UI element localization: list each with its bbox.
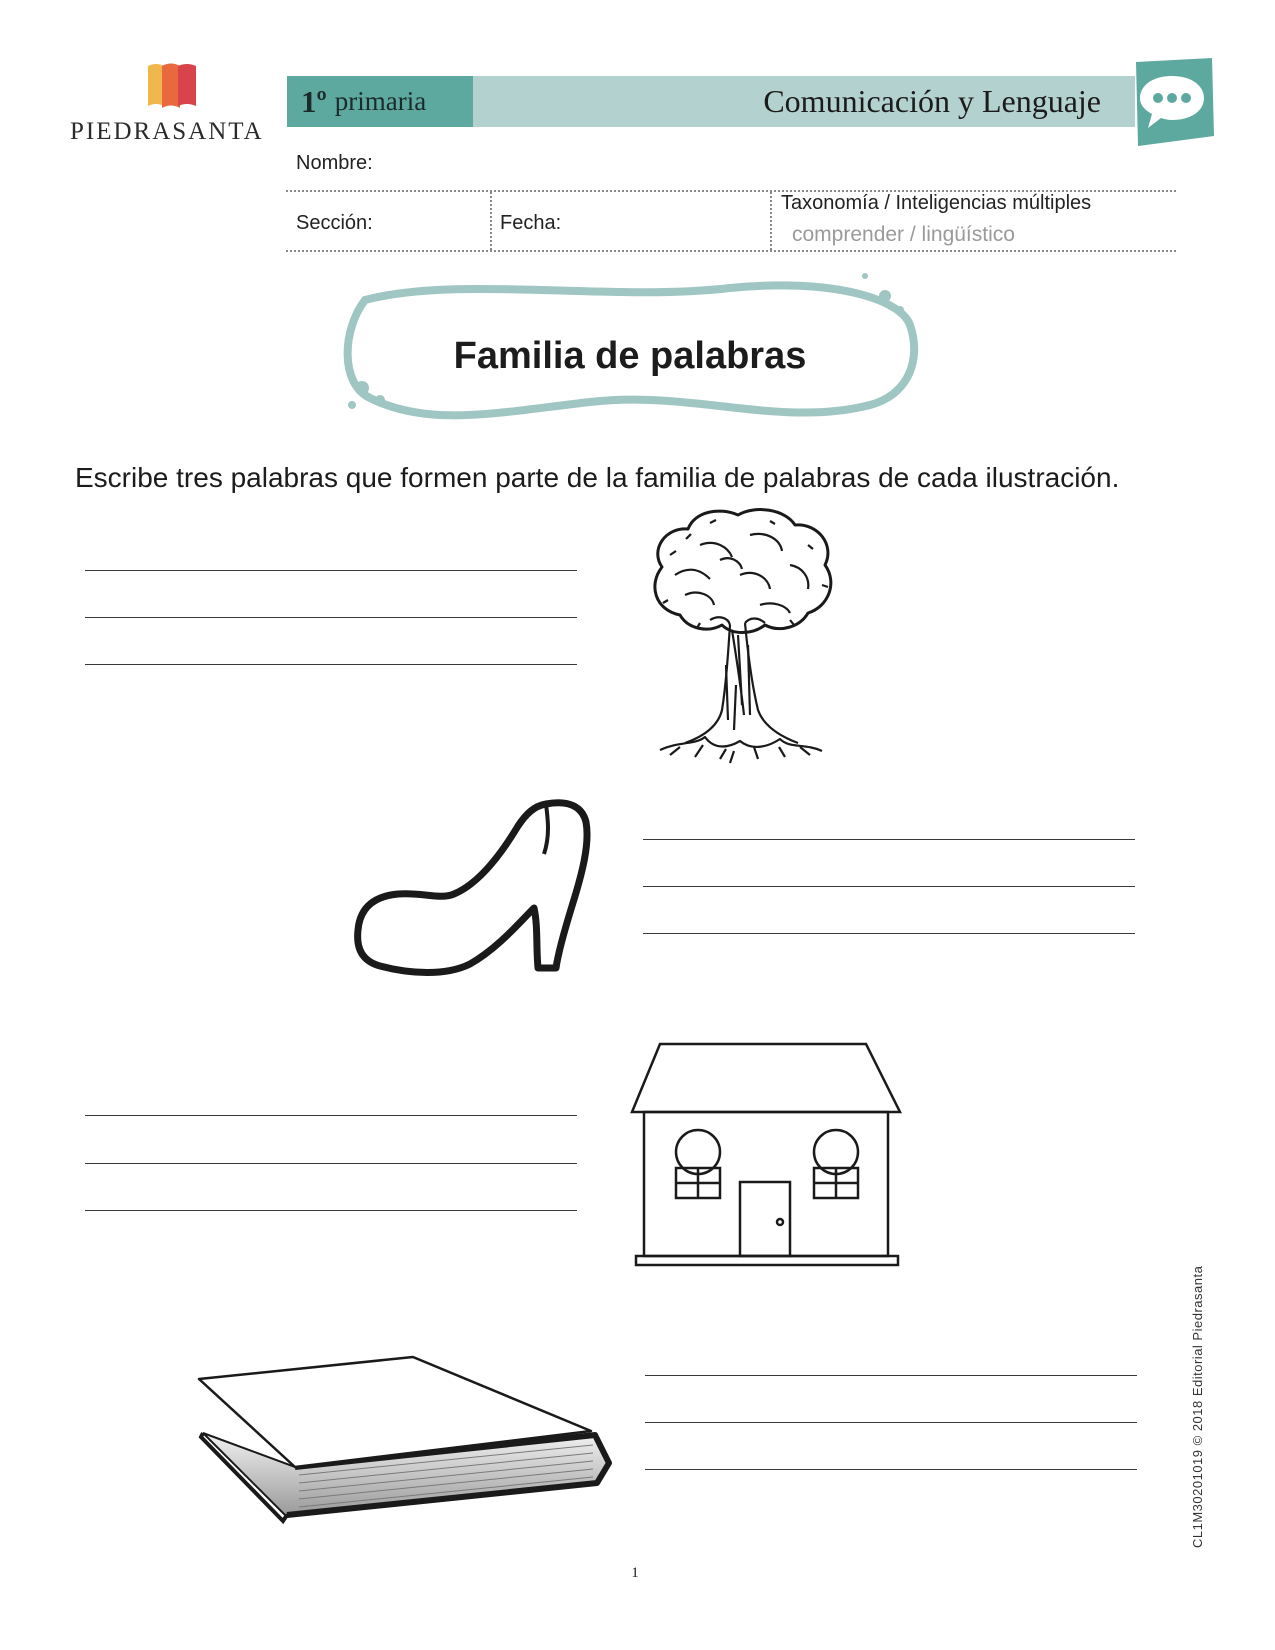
page-number: 1 xyxy=(631,1565,639,1581)
section-label: Sección: xyxy=(296,212,373,234)
chat-bubble-icon xyxy=(1128,56,1216,150)
answer-line[interactable] xyxy=(645,1375,1137,1376)
answer-line[interactable] xyxy=(85,1163,577,1164)
house-illustration xyxy=(628,1040,908,1268)
answer-line[interactable] xyxy=(643,933,1135,934)
subject-band xyxy=(473,76,1135,127)
date-label: Fecha: xyxy=(500,212,562,234)
worksheet-title: Familia de palabras xyxy=(453,335,807,377)
answer-line[interactable] xyxy=(645,1422,1137,1423)
answer-line[interactable] xyxy=(85,1115,577,1116)
answer-line[interactable] xyxy=(643,839,1135,840)
name-label: Nombre: xyxy=(296,152,373,174)
piedrasanta-logo-icon xyxy=(146,62,198,112)
answer-line[interactable] xyxy=(85,664,577,665)
taxonomy-value: comprender / lingüístico xyxy=(792,223,1015,246)
brand-name: PIEDRASANTA xyxy=(70,118,264,145)
form-divider-v1 xyxy=(490,192,492,250)
tree-illustration xyxy=(640,505,840,770)
answer-line[interactable] xyxy=(85,570,577,571)
grade-number: 1º xyxy=(301,83,327,119)
high-heel-shoe-illustration xyxy=(350,796,602,978)
answer-line[interactable] xyxy=(645,1469,1137,1470)
taxonomy-label: Taxonomía / Inteligencias múltiples xyxy=(781,192,1092,214)
subject-title: Comunicación y Lenguaje xyxy=(763,83,1101,119)
book-illustration xyxy=(195,1355,630,1527)
form-divider-bottom xyxy=(286,250,1176,252)
grade-label: primaria xyxy=(334,86,427,116)
answer-line[interactable] xyxy=(643,886,1135,887)
answer-line[interactable] xyxy=(85,1210,577,1211)
instruction-text: Escribe tres palabras que formen parte de la familia de palabras de cada ilustración. xyxy=(75,462,1120,493)
form-divider-v2 xyxy=(770,192,772,250)
copyright-code: CL1M30201019 © 2018 Editorial Piedrasanta xyxy=(1190,1265,1205,1548)
grade-band xyxy=(287,76,473,127)
answer-line[interactable] xyxy=(85,617,577,618)
